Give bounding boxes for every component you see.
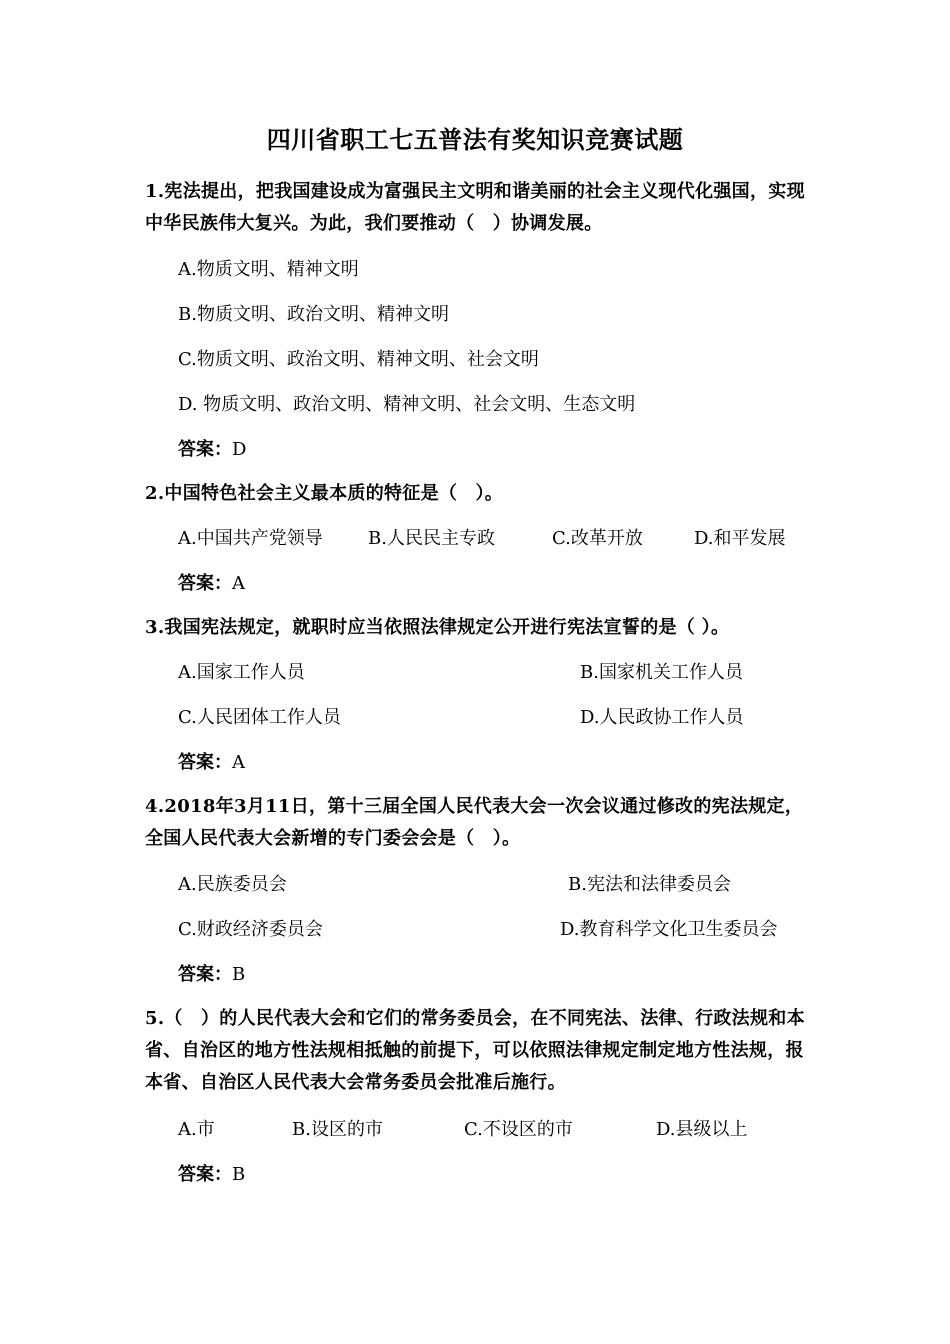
q3-option-a: A.国家工作人员 (178, 662, 305, 683)
q1-answer (178, 436, 246, 464)
answer-label: 答案： (178, 964, 232, 985)
answer-label: 答案： (178, 752, 232, 773)
answer-value: A (232, 573, 245, 594)
q4-answer (178, 961, 245, 989)
q1-option-b: B.物质文明、政治文明、精神文明 (178, 304, 449, 325)
q5-answer (178, 1161, 245, 1189)
q5-option-c: C.不设区的市 (464, 1119, 573, 1140)
answer-value: A (232, 752, 245, 773)
q4-option-c: C.财政经济委员会 (178, 919, 323, 940)
q3-option-b: B.国家机关工作人员 (580, 662, 743, 683)
question-2: 2.中国特色社会主义最本质的特征是（ ）。 (145, 483, 504, 504)
q3-option-d: D.人民政协工作人员 (580, 707, 744, 728)
q5-option-d: D.县级以上 (656, 1119, 748, 1140)
document-title: 四川省职工七五普法有奖知识竞赛试题 (266, 125, 684, 154)
answer-label: 答案： (178, 439, 232, 460)
question-3: 3.我国宪法规定，就职时应当依照法律规定公开进行宪法宣誓的是（ ）。 (145, 617, 730, 638)
q2-option-a: A.中国共产党领导 (178, 528, 323, 549)
q2-option-b: B.人民民主专政 (368, 528, 495, 549)
answer-value: D (232, 439, 247, 460)
answer-label: 答案： (178, 1164, 232, 1185)
q2-option-c: C.改革开放 (552, 528, 643, 549)
q4-option-a: A.民族委员会 (178, 874, 287, 895)
q1-option-a: A.物质文明、精神文明 (178, 259, 359, 280)
question-1: 1.宪法提出，把我国建设成为富强民主文明和谐美丽的社会主义现代化强国，实现中华民族伟大复兴。为此，我们要推动（ ）协调发展。 (145, 181, 805, 234)
q3-answer (178, 749, 245, 777)
answer-label: 答案： (178, 573, 232, 594)
answer-value: B (232, 1164, 246, 1185)
question-5: 5.（ ）的人民代表大会和它们的常务委员会，在不同宪法、法律、行政法规和本省、自治区的地方性法规相抵触的前提下，可以依照法律规定制定地方性法规，报本省、自治区人民代表大会常务委员会批准后施行。 (145, 1008, 805, 1093)
q1-option-c: C.物质文明、政治文明、精神文明、社会文明 (178, 349, 539, 370)
q4-option-d: D.教育科学文化卫生委员会 (560, 919, 778, 940)
q5-option-a: A.市 (178, 1119, 215, 1140)
q2-option-d: D.和平发展 (694, 528, 786, 549)
q4-option-b: B.宪法和法律委员会 (568, 874, 731, 895)
q3-option-c: C.人民团体工作人员 (178, 707, 341, 728)
q5-option-b: B.设区的市 (292, 1119, 383, 1140)
q1-option-d: D. 物质文明、政治文明、精神文明、社会文明、生态文明 (178, 394, 636, 415)
answer-value: B (232, 964, 246, 985)
question-4: 4.2018年3月11日，第十三届全国人民代表大会一次会议通过修改的宪法规定，全国人民代表大会新增的专门委会会是（ ）。 (145, 796, 804, 849)
q2-answer (178, 570, 245, 598)
